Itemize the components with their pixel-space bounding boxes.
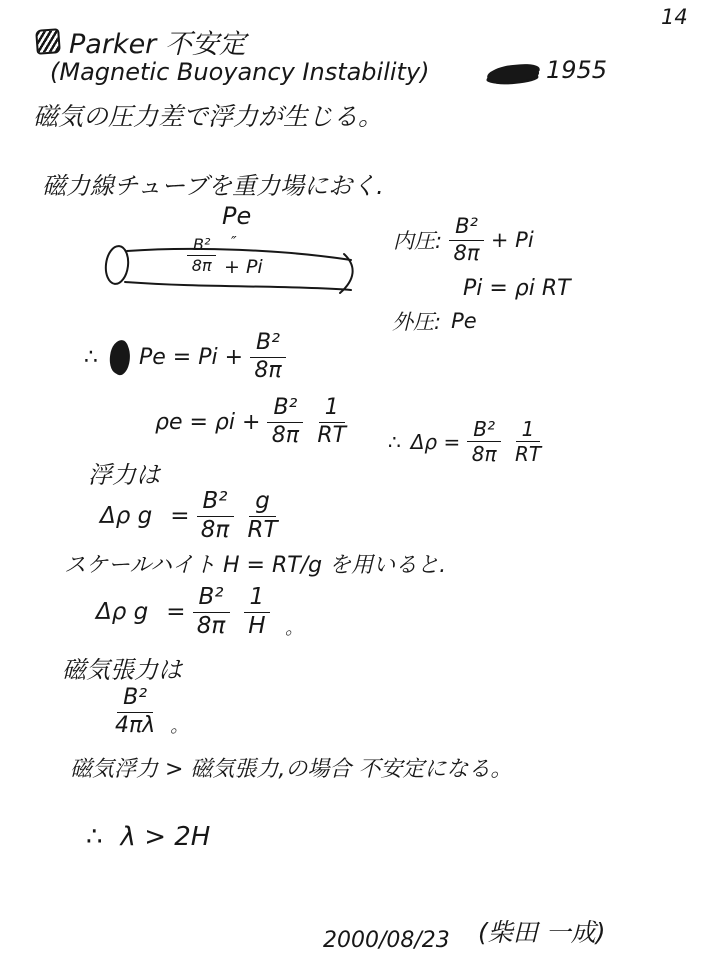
fraction-numerator: g — [249, 489, 276, 517]
internal-pressure-label: 内圧: — [393, 229, 443, 254]
setup-sentence: 磁力線チューブを重力場におく. — [42, 172, 384, 200]
ditto-mark: ″ — [231, 233, 237, 251]
equation-lhs: Δρ = — [410, 429, 461, 454]
tube-external-pressure-label: Pe — [222, 202, 252, 230]
signature: (柴田 一成) — [478, 918, 606, 947]
fraction-numerator: B² — [250, 331, 286, 358]
equation-lhs: Pe = Pi + — [139, 344, 244, 370]
equation-fraction — [317, 396, 346, 448]
instability-condition: 磁気浮力 > 磁気張力,の場合 不安定になる。 — [70, 757, 513, 782]
intro-sentence: 磁気の圧力差で浮力が生じる。 — [33, 102, 384, 131]
state-equation: Pi = ρi RT — [463, 276, 571, 301]
equation-lhs: Δρ g — [100, 503, 153, 530]
fraction-numerator: B² — [449, 215, 484, 241]
equation-fraction — [197, 489, 234, 544]
fraction-denominator: 8π — [200, 516, 230, 543]
tube-bottom-edge — [125, 282, 351, 290]
fraction-denominator: RT — [317, 422, 347, 448]
tube-fraction-denominator: 8π — [191, 255, 212, 275]
page-title: Parker 不安定 — [69, 29, 246, 60]
page-subtitle: (Magnetic Buoyancy Instability) — [50, 58, 430, 86]
tube-fraction-numerator: B² — [187, 236, 216, 256]
therefore-mark: ∴ — [84, 344, 98, 370]
internal-pressure-tail: + Pi — [490, 228, 534, 253]
fraction-denominator: 4πλ — [115, 712, 156, 738]
fraction-denominator: 8π — [453, 240, 480, 265]
equation-fraction — [244, 585, 271, 640]
magnetic-tension-label: 磁気張力は — [62, 656, 182, 684]
bullet-scribble-icon — [35, 28, 61, 55]
equation-fraction — [193, 585, 230, 640]
buoyancy-label: 浮力は — [88, 461, 160, 489]
equation-fraction — [267, 396, 303, 448]
tension-equation — [108, 686, 188, 738]
tube-plus-pi: + Pi — [224, 256, 263, 278]
scale-height-note: スケールハイト H = RT/g を用いると. — [64, 553, 447, 578]
fraction-denominator: 8π — [471, 442, 497, 467]
equation-lhs: Δρ g — [96, 599, 149, 626]
delta-rho-equation — [388, 418, 548, 466]
fraction-denominator: H — [248, 612, 266, 639]
period-mark: 。 — [170, 716, 189, 738]
internal-pressure-line — [393, 215, 534, 265]
therefore-mark: ∴ — [86, 822, 103, 852]
date-label: 2000/08/23 — [323, 928, 450, 953]
scribble-blot-icon — [108, 339, 131, 375]
equation-fraction — [250, 331, 286, 383]
buoyancy-equation — [100, 489, 285, 544]
tube-fraction — [187, 236, 216, 275]
fraction-numerator: 1 — [516, 418, 541, 442]
period-mark: 。 — [285, 617, 304, 639]
tube-inner-pressure — [180, 236, 223, 275]
fraction-numerator: 1 — [319, 396, 345, 423]
crossed-out-scribble-icon — [486, 64, 539, 84]
therefore-mark: ∴ — [388, 429, 401, 454]
page-number: 14 — [661, 5, 688, 29]
density-equation — [155, 396, 353, 448]
equals-sign: = — [166, 599, 186, 626]
external-pressure-label: 外圧: — [392, 310, 442, 334]
fraction-numerator: B² — [467, 418, 501, 442]
fraction-denominator: 8π — [254, 357, 282, 383]
conclusion-text: λ > 2H — [120, 822, 211, 852]
internal-pressure-fraction — [449, 215, 484, 265]
fraction-denominator: 8π — [196, 612, 226, 639]
fraction-numerator: B² — [117, 686, 153, 713]
external-pressure-value: Pe — [451, 309, 477, 333]
fraction-denominator: RT — [247, 516, 278, 543]
pressure-balance-equation — [84, 331, 293, 383]
year-label: 1955 — [546, 56, 608, 84]
fraction-numerator: B² — [267, 396, 303, 423]
fraction-numerator: 1 — [244, 585, 271, 613]
equation-fraction — [115, 686, 155, 738]
equation-lhs: ρe = ρi + — [155, 409, 261, 435]
equation-fraction — [515, 418, 541, 466]
title-row — [36, 22, 246, 61]
fraction-denominator: 8π — [271, 422, 300, 448]
conclusion-line — [86, 822, 210, 852]
equation-fraction — [467, 418, 501, 466]
equals-sign: = — [170, 503, 190, 530]
external-pressure-line — [392, 306, 477, 336]
fraction-denominator: RT — [514, 442, 542, 467]
fraction-numerator: B² — [197, 489, 234, 517]
buoyancy-scale-height-equation — [96, 585, 303, 640]
equation-fraction — [248, 489, 278, 544]
fraction-numerator: B² — [193, 585, 230, 613]
